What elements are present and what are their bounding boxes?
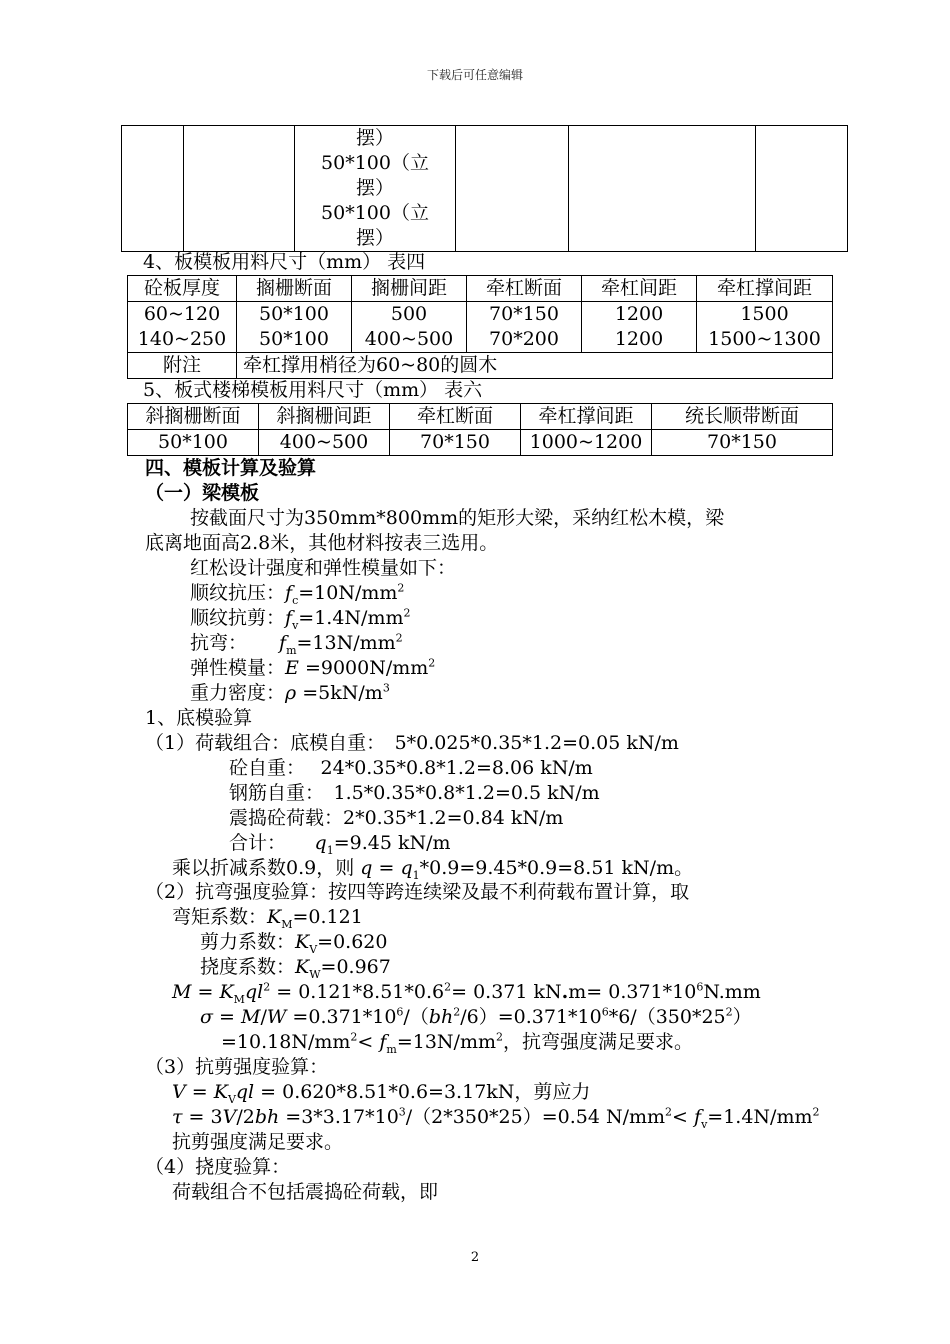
label: 剪力系数： xyxy=(200,931,296,953)
column-header: 牵杠撑间距 xyxy=(697,276,833,302)
cell-value: 50*100 xyxy=(259,328,329,350)
cell-value: 400~500 xyxy=(364,328,454,350)
column-header: 斜搁栅断面 xyxy=(128,404,259,430)
table-cell xyxy=(569,126,756,252)
cell-value: 50*100 xyxy=(259,303,329,325)
cell-value: 500 xyxy=(390,303,428,325)
km-line: 弯矩系数：$K_M=0.121$ xyxy=(172,906,363,931)
bend-title: （2）抗弯强度验算：按四等跨连续梁及最不利荷载布置计算，取 xyxy=(145,881,690,903)
header-note: 下载后可任意编辑 xyxy=(426,68,523,82)
table6 xyxy=(127,403,833,456)
table-row xyxy=(128,430,833,456)
table-cell xyxy=(184,126,295,252)
sub-heading: （一）梁模板 xyxy=(145,482,260,504)
label: 顺纹抗剪： xyxy=(190,607,286,629)
table6-caption: 5、板式楼梯模板用料尺寸（mm） 表六 xyxy=(143,379,483,401)
value: =0.967 xyxy=(320,956,391,978)
deflect-note: 荷载组合不包括震捣砼荷载，即 xyxy=(172,1181,439,1203)
reduce-line: 乘以折减系数0.9，则 $q = q_1*0.9=9.45*0.9=8.51$ kN/m。 xyxy=(172,857,694,882)
text: < xyxy=(357,1031,380,1053)
table-cell xyxy=(756,126,848,252)
text: *0.9=9.45*0.9=8.51 kN/m。 xyxy=(419,857,694,879)
load-line: 砼自重： 24*0.35*0.8*1.2=8.06 kN/m xyxy=(229,757,593,779)
text: =3*3.17*10 xyxy=(279,1106,399,1128)
table-cell: 70*150 xyxy=(390,430,521,456)
text: = 0.371 kN xyxy=(451,981,562,1003)
strength-title: 红松设计强度和弹性模量如下： xyxy=(190,557,457,579)
value: =0.121 xyxy=(292,906,363,928)
text: /（2*350*25）=0.54 N/mm xyxy=(405,1106,666,1128)
shear-ok: 抗剪强度满足要求。 xyxy=(172,1131,344,1153)
label: 弯矩系数： xyxy=(172,906,268,928)
fc-line: 顺纹抗压：$f_c=10N/mm^2$ xyxy=(190,581,405,607)
stress-line: $\sigma = M/W =0.371*10^6/(bh^2/6)=0.371*10^6*6/(350*25^2)$ xyxy=(200,1005,752,1028)
load-line: （1）荷载组合：底模自重： 5*0.025*0.35*1.2=0.05 kN/m xyxy=(145,732,679,754)
text: N.mm xyxy=(703,981,761,1003)
cell-value: 140~250 xyxy=(137,328,227,350)
table-row xyxy=(128,302,833,353)
load-line: 震捣砼荷载：2*0.35*1.2=0.84 kN/m xyxy=(229,807,564,829)
cell-value: 1500 xyxy=(740,303,789,325)
text: = 0.121*8.51*0.6 xyxy=(276,981,445,1003)
note-text: 牵杠撑用梢径为60~80的圆木 xyxy=(237,353,833,379)
value: =10N/mm xyxy=(298,582,398,604)
table-cell xyxy=(352,302,467,353)
fm-line: 抗弯： $f_m=13N/mm^2$ xyxy=(190,631,403,657)
table-cell: 1000~1200 xyxy=(521,430,652,456)
table-cell: 70*150 xyxy=(652,430,833,456)
column-header: 牵杠间距 xyxy=(582,276,697,302)
column-header: 搁栅断面 xyxy=(237,276,352,302)
cell-line: 摆） xyxy=(355,177,394,199)
note-label: 附注 xyxy=(128,353,237,379)
deflect-title: （4）挠度验算： xyxy=(145,1156,291,1178)
table-header-row xyxy=(128,276,833,302)
table-cell xyxy=(128,302,237,353)
cell-value: 70*150 xyxy=(489,303,559,325)
text: m= 0.371*10 xyxy=(568,981,697,1003)
fv-line: 顺纹抗剪：$f_v=1.4N/mm^2$ xyxy=(190,606,411,632)
text: /6）=0.371*10 xyxy=(460,1006,602,1028)
cell-value: 1200 xyxy=(614,303,664,325)
table-cell xyxy=(697,302,833,353)
table4-caption: 4、板模板用料尺寸（mm） 表四 xyxy=(143,251,426,273)
text: ，抗弯强度满足要求。 xyxy=(502,1031,693,1053)
shear-force-line: $V = K_Vql = 0.620*8.51*0.6=3.17kN$，剪应力 xyxy=(172,1081,591,1106)
column-header: 搁栅间距 xyxy=(352,276,467,302)
label: 顺纹抗压： xyxy=(190,582,286,604)
table-cell xyxy=(295,126,456,252)
cell-value: 1200 xyxy=(614,328,664,350)
label: 抗弯： xyxy=(190,632,248,654)
table-note-row xyxy=(128,353,833,379)
value: =0.620 xyxy=(317,931,388,953)
text: =0.371*10 xyxy=(286,1006,397,1028)
cell-value: 1500~1300 xyxy=(708,328,821,350)
value: =9000N/mm xyxy=(304,657,429,679)
column-header: 斜搁栅间距 xyxy=(259,404,390,430)
table4 xyxy=(127,275,833,379)
table-cell xyxy=(237,302,352,353)
continued-table xyxy=(121,125,848,252)
total-line: 合计： $q_1=9.45$ kN/m xyxy=(229,832,451,857)
table-cell xyxy=(582,302,697,353)
rho-line: 重力密度：$\rho =5kN/m^3$ xyxy=(190,681,390,704)
e-line: 弹性模量：$E =9000N/mm^2$ xyxy=(190,656,436,679)
value: =9.45 kN/m xyxy=(333,832,451,854)
text: 乘以折减系数0.9，则 xyxy=(172,857,361,879)
text: /（ xyxy=(403,1006,429,1028)
label: 合计： xyxy=(229,832,315,854)
bottom-check-title: 1、底模验算 xyxy=(145,707,253,729)
cell-line: 50*100（立 xyxy=(321,202,429,224)
text: =10.18N/mm xyxy=(221,1031,351,1053)
cell-line: 摆） xyxy=(355,127,394,149)
intro-line: 底离地面高2.8米，其他材料按表三选用。 xyxy=(145,532,499,554)
text: = 0.620*8.51*0.6=3.17kN，剪应力 xyxy=(254,1081,591,1103)
column-header: 统长顺带断面 xyxy=(652,404,833,430)
table-cell: 50*100 xyxy=(128,430,259,456)
label: 弹性模量： xyxy=(190,657,286,679)
table-header-row xyxy=(128,404,833,430)
value: =1.4N/mm xyxy=(298,607,404,629)
value: =5kN/m xyxy=(302,682,383,704)
text: *6/（350*25 xyxy=(608,1006,726,1028)
cell-line: 摆） xyxy=(355,227,394,249)
column-header: 砼板厚度 xyxy=(128,276,237,302)
label: 挠度系数： xyxy=(200,956,296,978)
kw-line: 挠度系数：$K_W=0.967$ xyxy=(200,956,391,981)
table-cell xyxy=(467,302,582,353)
cell-line: 50*100（立 xyxy=(321,152,429,174)
cell-value: 70*200 xyxy=(489,328,559,350)
load-line: 钢筋自重： 1.5*0.35*0.8*1.2=0.5 kN/m xyxy=(229,782,600,804)
table-cell xyxy=(456,126,569,252)
text: =13N/mm xyxy=(396,1031,496,1053)
table-cell: 400~500 xyxy=(259,430,390,456)
cell-value: 60~120 xyxy=(143,303,221,325)
section-heading: 四、模板计算及验算 xyxy=(145,457,317,479)
value: =13N/mm xyxy=(296,632,396,654)
column-header: 牵杠断面 xyxy=(467,276,582,302)
page-number: 2 xyxy=(470,1250,480,1265)
label: 重力密度： xyxy=(190,682,286,704)
intro-line: 按截面尺寸为350mm*800mm的矩形大梁，采纳红松木模，梁 xyxy=(190,507,725,529)
kv-line: 剪力系数：$K_V=0.620$ xyxy=(200,931,388,956)
table-cell xyxy=(122,126,184,252)
column-header: 牵杠撑间距 xyxy=(521,404,652,430)
text: =1.4N/mm xyxy=(707,1106,813,1128)
stress-result: $=10.18N/mm^2< f_m=13N/mm^2$，抗弯强度满足要求。 xyxy=(221,1030,693,1056)
text: ） xyxy=(732,1006,752,1028)
shear-stress-line: $\tau = 3V/2bh =3*3.17*10^3/(2*350*25)=0.54$ $N/mm^2< f_v=1.4N/mm^2$ xyxy=(172,1105,820,1131)
moment-line: $M = K_Mql^2 = 0.121*8.51*0.6^2= 0.371$ $kN.m= 0.371*10^6N.mm$ xyxy=(172,980,761,1006)
shear-title: （3）抗剪强度验算： xyxy=(145,1056,329,1078)
column-header: 牵杠断面 xyxy=(390,404,521,430)
